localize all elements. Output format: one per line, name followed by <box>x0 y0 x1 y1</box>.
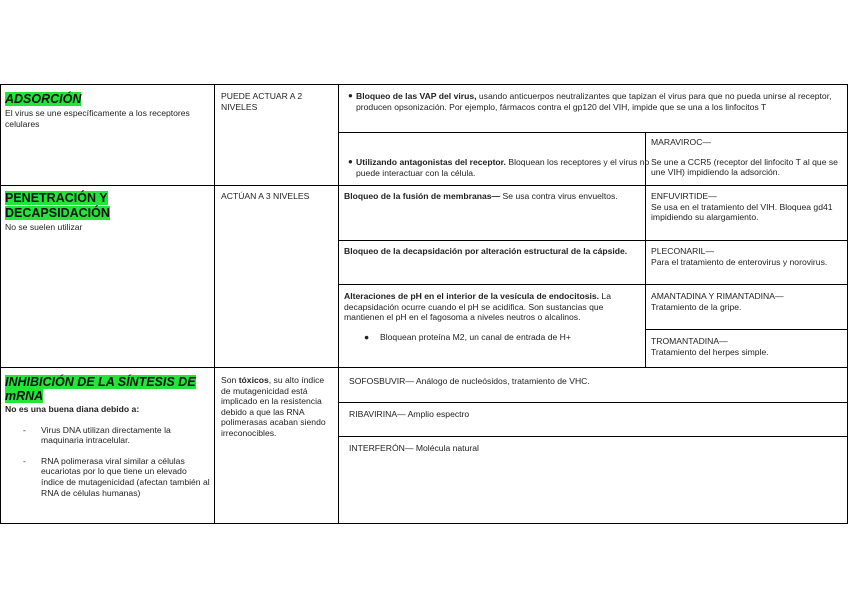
toxicity-text: Son <box>221 375 239 385</box>
drug-name: TROMANTADINA— <box>651 336 728 346</box>
levels-note: PUEDE ACTUAR A 2 NIVELES <box>221 91 303 112</box>
reason-item <box>5 456 210 498</box>
mechanism-text: Bloquean los receptores y el virus no puede interactuar con la célula. <box>356 157 650 178</box>
mechanism-text: usando anticuerpos neutralizantes que tapizan el virus para que no pueda unirse al receptor, producen opsonización. Por ejemplo, fármacos contra el gp120 del VIH, impide que se una a los linfocitos T <box>356 91 832 112</box>
mechanism-item <box>344 191 640 202</box>
row-divider <box>338 284 847 285</box>
bullet-icon: ● <box>364 331 370 342</box>
row-divider <box>338 240 847 241</box>
row-divider <box>0 367 847 368</box>
mechanism-title: Alteraciones de pH en el interior de la vesícula de endocitosis. <box>344 291 600 301</box>
drug-row: RIBAVIRINA— Amplio espectro <box>349 409 470 419</box>
bullet-icon: ● <box>348 91 353 100</box>
toxicity-note <box>221 375 333 439</box>
reason-text: RNA polimerasa viral similar a células eucariotas por lo que tiene un elevado índice de mutagenicidad (afectan también al RNA de células humanas) <box>41 455 210 498</box>
drug-cell <box>651 291 843 312</box>
drug-name: PLECONARIL— <box>651 246 715 256</box>
stage-description: No se suelen utilizar <box>5 222 83 232</box>
mechanism-item <box>344 157 652 178</box>
drug-description: Para el tratamiento de enterovirus y norovirus. <box>651 256 828 267</box>
drug-row: INTERFERÓN— Molécula natural <box>349 443 479 453</box>
reason-text: Virus DNA utilizan directamente la maquinaria intracelular. <box>41 424 171 446</box>
drug-description: Tratamiento del herpes simple. <box>651 346 769 357</box>
stage-adsorcion <box>5 92 210 129</box>
drug-description: Se une a CCR5 (receptor del linfocito T al que se une VIH) impidiendo la adsorción. <box>651 156 838 178</box>
mechanism-title: Bloqueo de la decapsidación por alteración estructural de la cápside. <box>344 246 628 256</box>
sub-bullet-text: Bloquean proteína M2, un canal de entrada de H+ <box>380 331 571 342</box>
mechanism-title: Bloqueo de las VAP del virus, <box>356 91 477 101</box>
stage-penetracion <box>5 191 210 233</box>
row-divider <box>645 329 847 330</box>
reason-item <box>5 425 210 446</box>
stage-title: ADSORCIÓN <box>5 92 82 106</box>
table-border-left <box>0 85 1 523</box>
drug-name: AMANTADINA Y RIMANTADINA— <box>651 291 784 301</box>
toxicity-text: , su alto índice de mutagenicidad está implicado en la resistencia debido a que las RNA polimerasas acaban siendo irreconocibles. <box>221 375 326 438</box>
drug-row: SOFOSBUVIR— Análogo de nucleósidos, tratamiento de VHC. <box>349 376 590 386</box>
mechanism-title: Utilizando antagonistas del receptor. <box>356 157 506 168</box>
stage-subtitle: No es una buena diana debido a: <box>5 404 140 414</box>
dash-marker: - <box>23 424 26 435</box>
mechanism-item <box>344 291 640 342</box>
mechanism-item <box>344 91 848 112</box>
row-divider <box>338 132 847 133</box>
row-divider <box>338 436 847 437</box>
drug-description: Tratamiento de la gripe. <box>651 301 742 312</box>
row-divider <box>0 185 847 186</box>
drug-cell <box>651 137 843 178</box>
dash-marker: - <box>23 455 26 466</box>
mechanism-text: Se usa contra virus envueltos. <box>500 191 618 201</box>
bullet-icon: ● <box>348 157 353 167</box>
column-divider <box>214 85 215 523</box>
levels-note: ACTÚAN A 3 NIVELES <box>221 191 310 201</box>
mechanism-item <box>344 246 640 257</box>
stage-title: INHIBICIÓN DE LA SÍNTESIS DE mRNA <box>5 375 196 403</box>
drug-name: MARAVIROC— <box>651 137 712 147</box>
drug-cell <box>651 191 843 223</box>
mechanism-title: Bloqueo de la fusión de membranas— <box>344 191 501 201</box>
drug-cell <box>651 336 843 357</box>
column-divider <box>338 85 339 523</box>
toxicity-keyword: tóxicos <box>238 375 269 385</box>
mechanism-text: La decapsidación ocurre cuando el pH se acidifica. Son sustancias que mantienen el pH en el fagosoma a niveles neutros o alcalinos. <box>344 291 611 323</box>
drug-name: ENFUVIRTIDE— <box>651 191 717 201</box>
drug-cell <box>651 246 843 267</box>
row-divider <box>338 402 847 403</box>
drug-description: Se usa en el tratamiento del VIH. Bloquea gd41 impidiendo su alargamiento. <box>651 201 833 223</box>
stage-title: PENETRACIÓN Y DECAPSIDACIÓN <box>5 191 110 220</box>
stage-inhibicion <box>5 375 210 498</box>
stage-description: El virus se une específicamente a los receptores celulares <box>5 108 190 129</box>
sub-bullet <box>344 332 640 343</box>
therapy-table <box>0 84 848 524</box>
